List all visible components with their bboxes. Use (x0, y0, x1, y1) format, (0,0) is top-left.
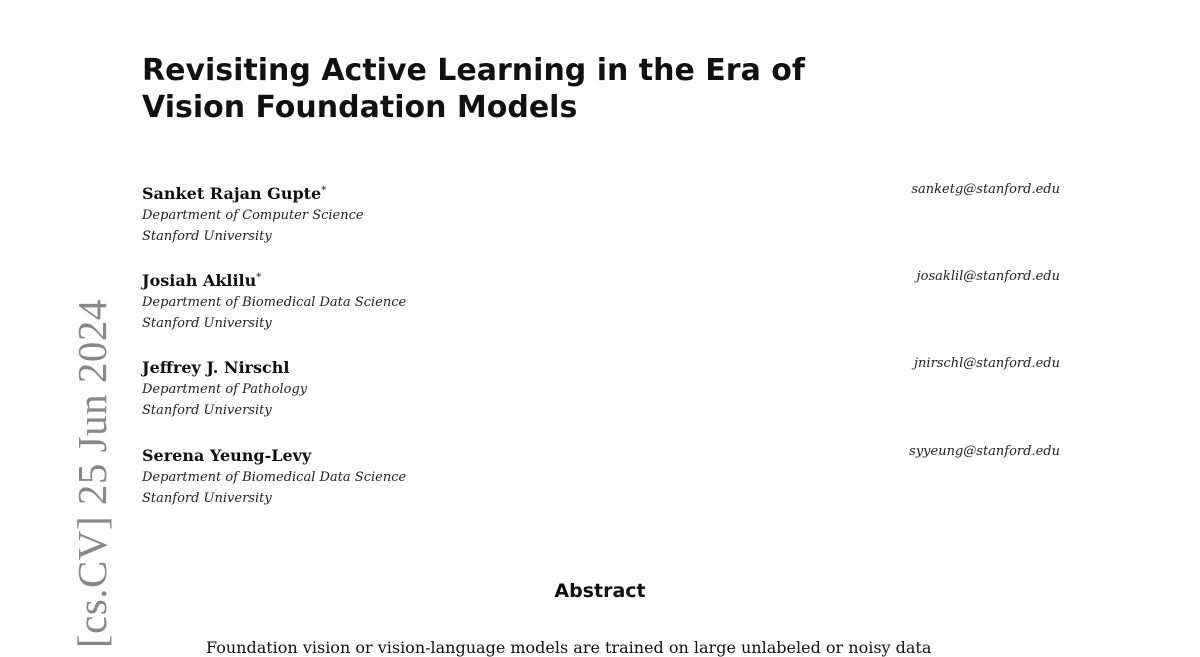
author-email: sanketg@stanford.edu (911, 182, 1060, 197)
author-institution: Stanford University (142, 316, 272, 331)
author-department: Department of Computer Science (142, 208, 364, 223)
author-name: Josiah Aklilu* (142, 271, 262, 290)
author-name: Sanket Rajan Gupte* (142, 184, 327, 203)
author-block (142, 267, 1060, 337)
author-email: josaklil@stanford.edu (916, 269, 1060, 284)
paper-title-line-2: Vision Foundation Models (142, 90, 578, 125)
author-block (142, 442, 1060, 512)
abstract-text: Foundation vision or vision-language models are trained on large unlabeled or noisy data (206, 638, 932, 657)
author-department: Department of Biomedical Data Science (142, 470, 407, 485)
paper-title-line-1: Revisiting Active Learning in the Era of (142, 53, 805, 88)
author-institution: Stanford University (142, 229, 272, 244)
equal-contribution-mark: * (256, 272, 262, 283)
author-block (142, 180, 1060, 250)
author-block (142, 354, 1060, 424)
paper-title (142, 52, 842, 126)
author-department: Department of Pathology (142, 382, 308, 397)
author-email: syyeung@stanford.edu (909, 444, 1060, 459)
author-institution: Stanford University (142, 403, 272, 418)
author-email: jnirschl@stanford.edu (914, 356, 1060, 371)
author-name: Serena Yeung-Levy (142, 446, 312, 465)
author-institution: Stanford University (142, 491, 272, 506)
author-department: Department of Biomedical Data Science (142, 295, 407, 310)
abstract-heading: Abstract (554, 580, 646, 602)
author-name: Jeffrey J. Nirschl (142, 358, 290, 377)
arxiv-stamp-text: [cs.CV] 25 Jun 2024 (69, 299, 115, 648)
equal-contribution-mark: * (321, 185, 327, 196)
